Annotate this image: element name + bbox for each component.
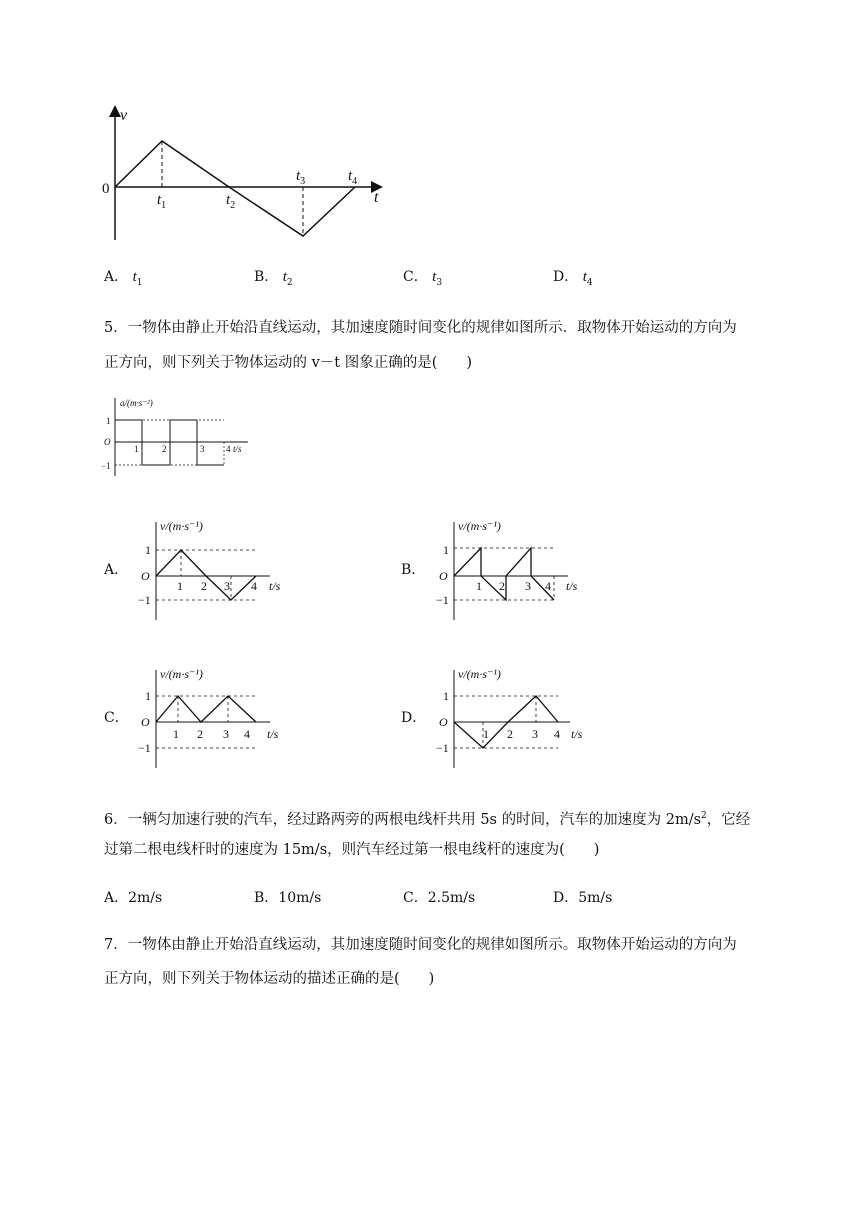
graph-d-ylabel: v/(m·s⁻¹) — [458, 667, 501, 681]
vt-tick-t3: $t_3$ — [296, 168, 306, 187]
q6-option-c[interactable]: C．2.5m/s — [403, 890, 476, 906]
q5-graph-d[interactable] — [436, 660, 601, 770]
q5-option-a-label[interactable]: A． — [104, 562, 129, 578]
vt-axis-t-label: t — [374, 189, 379, 206]
q4-option-d[interactable] — [553, 266, 593, 288]
option-letter: A． — [104, 269, 129, 285]
graph-a-tick-2: 2 — [201, 579, 207, 593]
q6-superscript: 2 — [701, 811, 707, 821]
q4-option-c[interactable] — [403, 266, 442, 288]
graph-a-origin: O — [141, 569, 150, 583]
graph-d-tick-2: 2 — [507, 727, 513, 741]
q5-option-b-label[interactable]: B． — [401, 562, 426, 578]
vt-tick-t2: $t_2$ — [226, 192, 236, 211]
q4-option-b[interactable] — [254, 266, 293, 288]
vt-figure — [95, 100, 395, 250]
option-var: t — [432, 269, 437, 285]
option-var: t — [282, 269, 287, 285]
graph-a-y-neg: −1 — [138, 593, 151, 607]
q6-text-line1 — [104, 806, 750, 830]
graph-a-ylabel: v/(m·s⁻¹) — [160, 519, 203, 533]
q6-option-b[interactable]: B．10m/s — [254, 890, 322, 906]
vt-origin-label: 0 — [102, 181, 110, 197]
at-y-pos: 1 — [106, 416, 111, 426]
option-letter: D． — [553, 269, 579, 285]
option-sub: 4 — [586, 277, 593, 288]
q5-text-line1: 5．一物体由静止开始沿直线运动，其加速度随时间变化的规律如图所示．取物体开始运动的方向为 — [104, 320, 737, 336]
q7-text-line2: 正方向，则下列关于物体运动的描述正确的是( ) — [104, 971, 435, 987]
graph-c-y-pos: 1 — [145, 689, 151, 703]
q6-line1-main: 6．一辆匀加速行驶的汽车，经过路两旁的两根电线杆共用 5s 的时间，汽车的加速度为 2m/s — [104, 811, 702, 828]
graph-d-tick-1: 1 — [483, 727, 489, 741]
q5-text-line2: 正方向，则下列关于物体运动的 v－t 图象正确的是( ) — [104, 355, 473, 371]
graph-a-tick-3: 3 — [224, 579, 230, 593]
graph-b-tick-2: 2 — [499, 579, 505, 593]
graph-b-y-pos: 1 — [443, 543, 449, 557]
vt-tick-t1: $t_1$ — [157, 192, 167, 211]
at-tick-1: 1 — [134, 444, 139, 454]
q6-option-d[interactable]: D．5m/s — [553, 890, 613, 906]
option-sub: 1 — [136, 277, 143, 288]
graph-c-tick-1: 1 — [173, 727, 179, 741]
vt-graph-line — [115, 141, 358, 236]
graph-c-line — [156, 696, 256, 722]
graph-c-origin: O — [141, 715, 150, 729]
graph-d-origin: O — [439, 715, 448, 729]
option-var: t — [132, 269, 137, 285]
graph-d-tick-3: 3 — [532, 727, 538, 741]
q5-option-c-label[interactable]: C． — [104, 710, 129, 726]
at-y-neg: −1 — [101, 461, 111, 471]
graph-d-y-neg: −1 — [436, 741, 449, 755]
at-figure — [100, 394, 260, 478]
graph-c-xlabel: t/s — [267, 727, 279, 741]
vt-tick-t4: $t_4$ — [348, 168, 358, 187]
graph-d-tick-4: 4 — [554, 727, 560, 741]
q5-graph-b[interactable] — [436, 512, 596, 622]
q7-text-line1: 7．一物体由静止开始沿直线运动，其加速度随时间变化的规律如图所示。取物体开始运动的方向为 — [104, 937, 737, 953]
vt-axis-v-label: v — [120, 107, 128, 124]
graph-d-y-pos: 1 — [443, 689, 449, 703]
q5-option-d-label[interactable]: D． — [401, 710, 427, 726]
option-letter: B． — [254, 269, 279, 285]
q6-text-line2: 过第二根电线杆时的速度为 15m/s，则汽车经过第一根电线杆的速度为( ) — [104, 842, 600, 858]
graph-a-tick-1: 1 — [177, 579, 183, 593]
graph-d-xlabel: t/s — [571, 727, 583, 741]
graph-c-ylabel: v/(m·s⁻¹) — [160, 667, 203, 681]
at-y-label: a/(m·s⁻²) — [120, 398, 153, 408]
graph-c-tick-4: 4 — [244, 727, 250, 741]
graph-c-y-neg: −1 — [138, 741, 151, 755]
graph-c-tick-2: 2 — [197, 727, 203, 741]
graph-a-tick-4: 4 — [251, 579, 257, 593]
q6-line1-end: ，它经 — [706, 811, 751, 828]
graph-b-tick-3: 3 — [525, 579, 531, 593]
option-sub: 2 — [286, 277, 293, 288]
option-letter: C． — [403, 269, 428, 285]
graph-a-y-pos: 1 — [145, 543, 151, 557]
at-x-label: t/s — [233, 444, 242, 454]
at-tick-4: 4 — [226, 444, 231, 454]
graph-b-tick-4: 4 — [545, 579, 551, 593]
graph-b-origin: O — [439, 569, 448, 583]
graph-b-ylabel: v/(m·s⁻¹) — [458, 519, 501, 533]
graph-b-tick-1: 1 — [476, 579, 482, 593]
at-tick-3: 3 — [200, 444, 205, 454]
graph-b-xlabel: t/s — [566, 579, 578, 593]
graph-b-y-neg: −1 — [436, 593, 449, 607]
graph-a-xlabel: t/s — [269, 579, 281, 593]
q5-graph-a[interactable] — [138, 512, 298, 622]
q5-graph-c[interactable] — [138, 660, 298, 770]
at-tick-2: 2 — [162, 444, 167, 454]
q6-option-a[interactable]: A．2m/s — [104, 890, 163, 906]
at-origin: O — [104, 437, 111, 447]
graph-c-tick-3: 3 — [223, 727, 229, 741]
q4-option-a[interactable] — [104, 266, 142, 288]
option-sub: 3 — [436, 277, 443, 288]
option-var: t — [582, 269, 587, 285]
